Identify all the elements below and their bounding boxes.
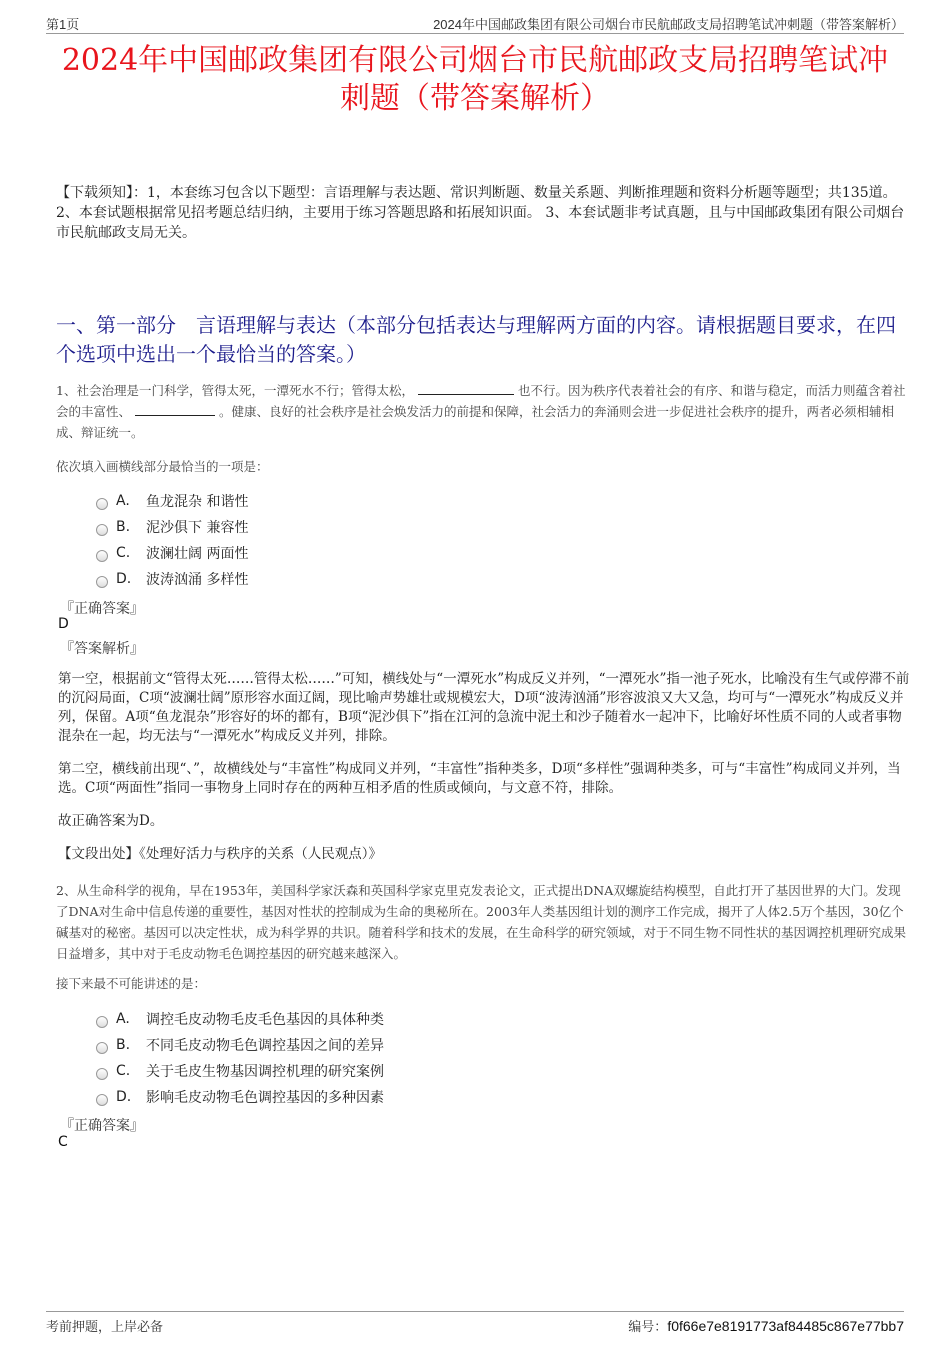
question-2-prompt: 接下来最不可能讲述的是： [56, 976, 207, 991]
radio-button[interactable] [96, 1016, 108, 1028]
option-c[interactable]: C. 关于毛皮生物基因调控机理的研究案例 [96, 1058, 384, 1084]
radio-button[interactable] [96, 576, 108, 588]
correct-answer-value: C [58, 1134, 68, 1150]
footer-slogan: 考前押题，上岸必备 [46, 1319, 164, 1334]
correct-answer-label: 『正确答案』 [60, 601, 144, 617]
option-b[interactable]: B. 不同毛皮动物毛色调控基因之间的差异 [96, 1032, 384, 1058]
radio-button[interactable] [96, 550, 108, 562]
analysis-conclusion: 故正确答案为D。 [58, 813, 164, 829]
option-a[interactable]: A. 调控毛皮动物毛皮毛色基因的具体种类 [96, 1006, 384, 1032]
correct-answer-label: 『正确答案』 [60, 1118, 144, 1134]
option-d[interactable]: D. 波涛汹涌 多样性 [96, 566, 248, 592]
radio-button[interactable] [96, 524, 108, 536]
source-citation: 【文段出处】《处理好活力与秩序的关系（人民观点）》 [58, 846, 382, 862]
analysis-label: 『答案解析』 [60, 641, 144, 657]
option-a[interactable]: A. 鱼龙混杂 和谐性 [96, 488, 248, 514]
page-header [46, 12, 904, 34]
question-2-options [96, 1006, 384, 1110]
question-1-text: 1、社会治理是一门科学，管得太死，一潭死水不行；管得太松， 也不行。因为秩序代表着社会的有序、和谐与稳定，而活力则蕴含着社会的丰富性、 。健康、良好的社会秩序是社会焕发活力的前提和保障，社会活力的奔涌则会进一步促进社会秩序的提升，两者必须相辅相成、辩证统一。 [56, 383, 906, 440]
page-number: 第1页 [46, 17, 80, 32]
question-2-text: 2、从生命科学的视角，早在1953年，美国科学家沃森和英国科学家克里克发表论文，正式提出DNA双螺旋结构模型，自此打开了基因世界的大门。发现了DNA对生命中信息传递的重要性，基因对性状的控制成为生命的奥秘所在。2003年人类基因组计划的测序工作完成，揭开了人体2.5万个基因，30亿个碱基对的秘密。基因可以决定性状，成为科学界的共识。随着科学和技术的发展，在生命科学的研究领域，对于不同生物不同性状的基因调控机理研究成果日益增多，其中对于毛皮动物毛色调控基因的研究越来越深入。 [56, 883, 907, 961]
download-notice: 【下载须知】：1，本套练习包含以下题型：言语理解与表达题、常识判断题、数量关系题、判断推理题和资料分析题等题型；共135道。 2、本套试题根据常见招考题总结归纳，主要用于练习答题思路和拓展知识面。 3、本套试题非考试真题，且与中国邮政集团有限公司烟台市民航邮政支局无关。 [56, 185, 905, 241]
code-label: 编号： [628, 1319, 668, 1334]
radio-button[interactable] [96, 1042, 108, 1054]
fill-blank-2 [135, 404, 215, 416]
radio-button[interactable] [96, 1068, 108, 1080]
fill-blank-1 [418, 383, 514, 395]
header-doc-title: 2024年中国邮政集团有限公司烟台市民航邮政支局招聘笔试冲刺题（带答案解析） [433, 17, 904, 32]
option-d[interactable]: D. 影响毛皮动物毛色调控基因的多种因素 [96, 1084, 384, 1110]
radio-button[interactable] [96, 1094, 108, 1106]
option-c[interactable]: C. 波澜壮阔 两面性 [96, 540, 248, 566]
page-footer [46, 1311, 904, 1334]
radio-button[interactable] [96, 498, 108, 510]
analysis-paragraph-2: 第二空，横线前出现“、”，故横线处与“丰富性”构成同义并列，“丰富性”指种类多，D项“多样性”强调种类多，可与“丰富性”构成同义并列，当选。C项“两面性”指同一事物身上同时存在的两种互相矛盾的性质或倾向，与文意不符，排除。 [58, 761, 901, 796]
document-title [40, 42, 910, 118]
title-line-2: 刺题（带答案解析） [340, 81, 610, 116]
title-line-1: 2024年中国邮政集团有限公司烟台市民航邮政支局招聘笔试冲 [61, 43, 889, 78]
correct-answer-value: D [58, 616, 69, 632]
analysis-paragraph-1: 第一空，根据前文“管得太死……管得太松……”可知，横线处与“一潭死水”构成反义并列，“一潭死水”指一池子死水，比喻没有生气或停滞不前的沉闷局面，C项“波澜壮阔”原形容水面辽阔，现比喻声势雄壮或规模宏大，D项“波涛汹涌”形容波浪又大又急，均可与“一潭死水”构成反义并列，保留。A项“鱼龙混杂”形容好的坏的都有，B项“泥沙俱下”指在江河的急流中泥土和沙子随着水一起冲下，比喻好坏性质不同的人或者事物混杂在一起，均无法与“一潭死水”构成反义并列，排除。 [58, 671, 910, 744]
section-heading: 一、第一部分 言语理解与表达（本部分包括表达与理解两方面的内容。请根据题目要求，在四个选项中选出一个最恰当的答案。） [56, 313, 896, 366]
document-code [628, 1316, 904, 1335]
question-1-options [96, 488, 248, 592]
question-1-prompt: 依次填入画横线部分最恰当的一项是： [56, 459, 269, 474]
option-b[interactable]: B. 泥沙俱下 兼容性 [96, 514, 248, 540]
code-value: f0f66e7e8191773af84485c867e77bb7 [667, 1318, 904, 1334]
